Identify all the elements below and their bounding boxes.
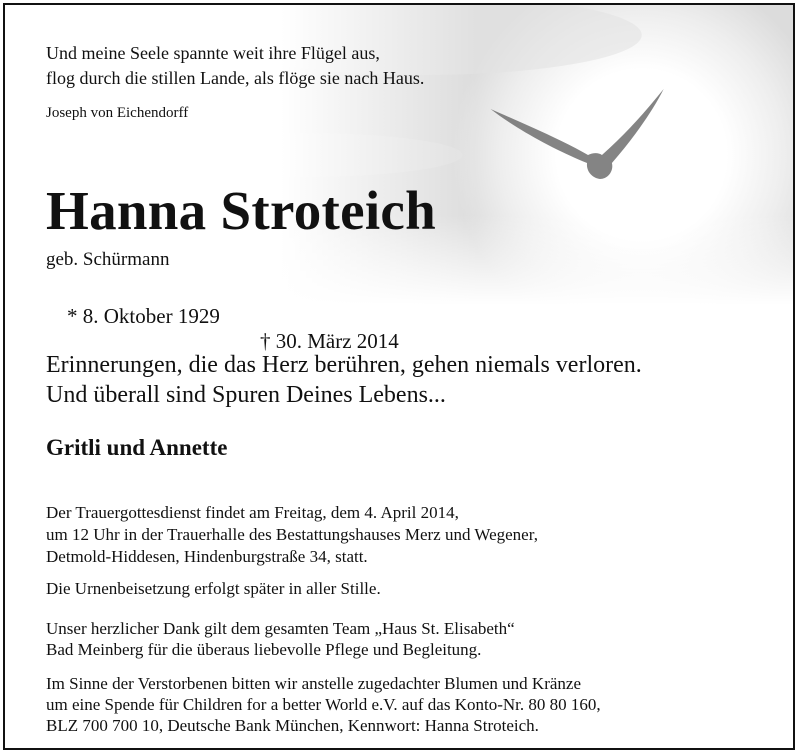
poem-author: Joseph von Eichendorff xyxy=(46,105,189,121)
quote-line: Und überall sind Spuren Deines Lebens... xyxy=(46,382,446,408)
service-line: Der Trauergottesdienst findet am Freitag, dem 4. April 2014, xyxy=(46,503,459,522)
birth-date: * 8. Oktober 1929 xyxy=(67,304,220,328)
thanks-note xyxy=(46,618,515,660)
urn-burial-note: Die Urnenbeisetzung erfolgt später in aller Stille. xyxy=(46,579,381,598)
poem-line: flog durch die stillen Lande, als flöge sie nach Haus. xyxy=(46,68,425,88)
donation-line: um eine Spende für Children for a better World e.V. auf das Konto-Nr. 80 80 160, xyxy=(46,695,601,714)
memorial-quote xyxy=(46,350,642,410)
death-date: † 30. März 2014 xyxy=(260,329,399,353)
birth-name: geb. Schürmann xyxy=(46,249,170,270)
poem-line: Und meine Seele spannte weit ihre Flügel aus, xyxy=(46,43,380,63)
donation-line: BLZ 700 700 10, Deutsche Bank München, Kennwort: Hanna Stroteich. xyxy=(46,716,539,735)
mourners: Gritli und Annette xyxy=(46,435,228,460)
service-line: um 12 Uhr in der Trauerhalle des Bestattungshauses Merz und Wegener, xyxy=(46,525,538,544)
thanks-line: Bad Meinberg für die überaus liebevolle Pflege und Begleitung. xyxy=(46,640,482,659)
donation-request xyxy=(46,673,601,736)
obituary-frame xyxy=(3,3,795,750)
quote-line: Erinnerungen, die das Herz berühren, gehen niemals verloren. xyxy=(46,352,642,378)
service-line: Detmold-Hiddesen, Hindenburgstraße 34, statt. xyxy=(46,547,368,566)
poem xyxy=(46,41,424,91)
deceased-name: Hanna Stroteich xyxy=(46,180,437,241)
donation-line: Im Sinne der Verstorbenen bitten wir anstelle zugedachter Blumen und Kränze xyxy=(46,674,582,693)
funeral-service-info xyxy=(46,502,538,568)
thanks-line: Unser herzlicher Dank gilt dem gesamten Team „Haus St. Elisabeth“ xyxy=(46,619,515,638)
